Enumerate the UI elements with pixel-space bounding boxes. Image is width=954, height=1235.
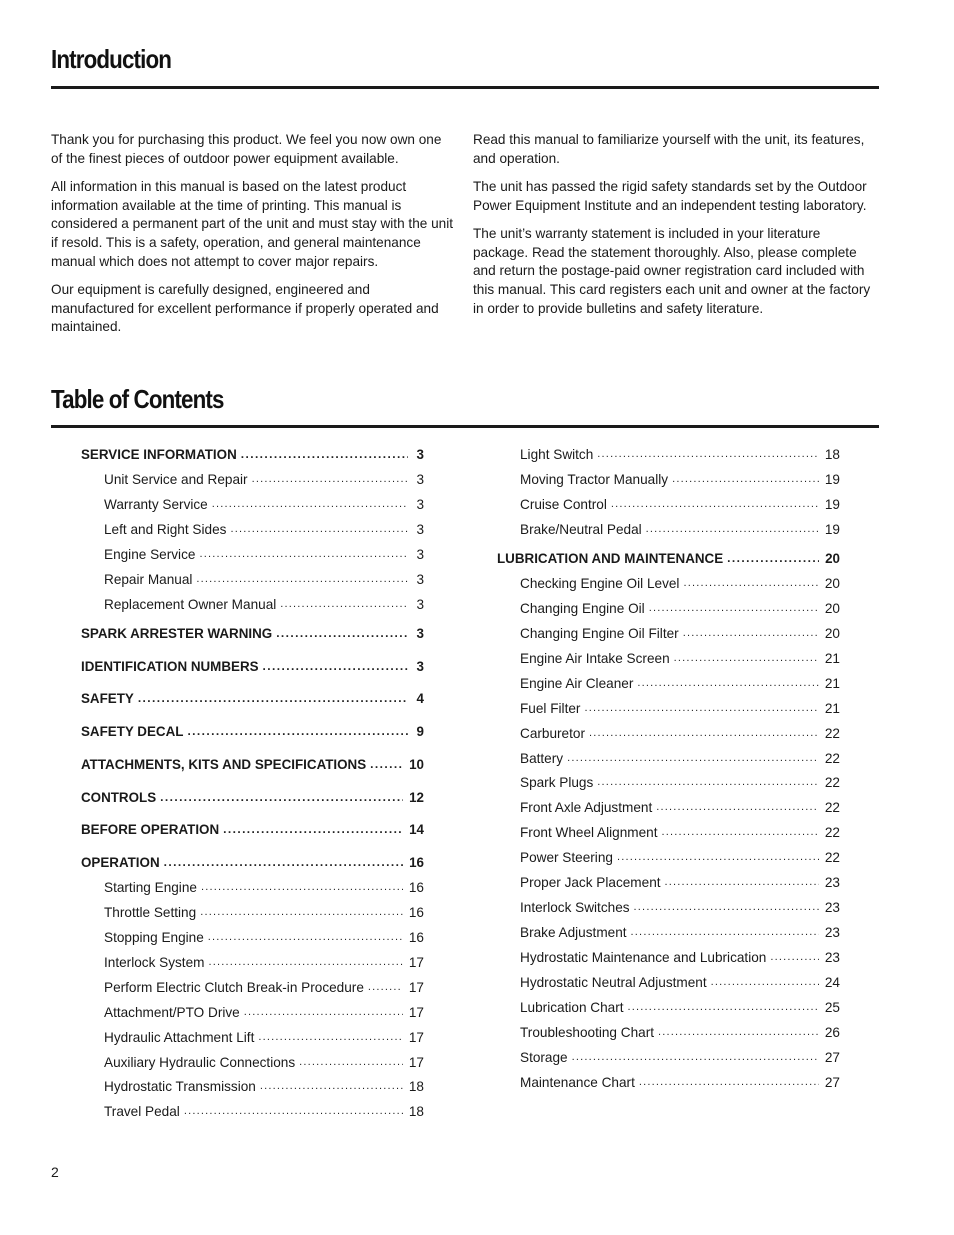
- toc-entry-page: 19: [824, 472, 840, 487]
- toc-rule: [51, 425, 879, 428]
- toc-dot-leader: [252, 471, 408, 487]
- toc-dot-leader: [665, 874, 819, 890]
- toc-section-entry: [81, 785, 424, 805]
- toc-subsection-entry: [520, 646, 840, 666]
- toc-entry-page: 3: [416, 497, 424, 512]
- toc-entry-page: 23: [824, 950, 840, 965]
- toc-subsection-entry: [520, 442, 840, 462]
- toc-dot-leader: [370, 756, 403, 772]
- toc-entry-label: SAFETY: [81, 691, 134, 706]
- toc-subsection-entry: [104, 1074, 424, 1094]
- toc-entry-page: 20: [824, 601, 840, 616]
- intro-paragraph: The unit’s warranty statement is included in your literature package. Read the statement thoroughly. Also, please complete and return the postage-paid owner registration card included with this manual. This card registers each unit and owner at the factory in order to provide bulletins and safety literature.: [473, 225, 871, 316]
- toc-subsection-entry: [104, 467, 424, 487]
- toc-subsection-entry: [520, 596, 840, 616]
- toc-dot-leader: [299, 1054, 403, 1070]
- toc-dot-leader: [280, 596, 408, 612]
- toc-section-entry: [81, 817, 424, 837]
- toc-subsection-entry: [104, 567, 424, 587]
- toc-dot-leader: [368, 979, 403, 995]
- toc-entry-label: Battery: [520, 751, 564, 766]
- toc-entry-page: 3: [416, 447, 424, 462]
- toc-entry-page: 19: [824, 522, 840, 537]
- toc-entry-page: 18: [824, 447, 840, 462]
- toc-dot-leader: [662, 824, 819, 840]
- toc-dot-leader: [656, 799, 819, 815]
- toc-subsection-entry: [520, 746, 840, 766]
- toc-entry-label: Auxiliary Hydraulic Connections: [104, 1055, 296, 1070]
- toc-section-entry: [81, 654, 424, 674]
- toc-entry-label: Starting Engine: [104, 880, 197, 895]
- toc-dot-leader: [199, 546, 408, 562]
- toc-entry-page: 9: [416, 724, 424, 739]
- toc-subsection-entry: [104, 492, 424, 512]
- toc-dot-leader: [160, 789, 403, 805]
- toc-entry-label: Hydrostatic Neutral Adjustment: [520, 975, 707, 990]
- intro-paragraph: The unit has passed the rigid safety standards set by the Outdoor Power Equipment Institute and an independent testing laboratory.: [473, 178, 867, 213]
- toc-dot-leader: [683, 625, 819, 641]
- toc-subsection-entry: [104, 517, 424, 537]
- toc-entry-page: 24: [824, 975, 840, 990]
- toc-dot-leader: [637, 675, 819, 691]
- toc-entry-page: 3: [416, 626, 424, 641]
- toc-entry-page: 14: [409, 822, 424, 837]
- toc-section-entry: [81, 686, 424, 706]
- toc-dot-leader: [244, 1004, 403, 1020]
- toc-dot-leader: [683, 575, 818, 591]
- toc-entry-label: Hydrostatic Maintenance and Lubrication: [520, 950, 767, 965]
- toc-entry-label: Fuel Filter: [520, 701, 581, 716]
- toc-dot-leader: [260, 1078, 403, 1094]
- toc-entry-label: Unit Service and Repair: [104, 472, 248, 487]
- toc-entry-page: 17: [408, 955, 424, 970]
- toc-entry-label: Engine Air Cleaner: [520, 676, 634, 691]
- toc-dot-leader: [208, 954, 402, 970]
- intro-rule: [51, 86, 879, 89]
- toc-entry-label: Hydraulic Attachment Lift: [104, 1030, 255, 1045]
- toc-entry-page: 23: [824, 900, 840, 915]
- toc-entry-label: Power Steering: [520, 850, 613, 865]
- intro-right-column: [473, 131, 877, 328]
- toc-entry-page: 17: [408, 980, 424, 995]
- toc-dot-leader: [223, 821, 403, 837]
- toc-dot-leader: [727, 550, 819, 566]
- toc-section-entry: [81, 442, 424, 462]
- intro-paragraph: All information in this manual is based on the latest product information available at the time of printing. This manual is considered a permanent part of the unit and must stay with the unit if resold. This is a safety, operation, and general maintenance manual which does not attempt to cover major repairs.: [51, 178, 454, 269]
- toc-subsection-entry: [520, 571, 840, 591]
- toc-subsection-entry: [104, 1025, 424, 1045]
- toc-entry-label: Brake Adjustment: [520, 925, 627, 940]
- toc-entry-label: Brake/Neutral Pedal: [520, 522, 642, 537]
- toc-subsection-entry: [520, 970, 840, 990]
- toc-entry-label: Checking Engine Oil Level: [520, 576, 680, 591]
- toc-subsection-entry: [520, 467, 840, 487]
- toc-subsection-entry: [520, 517, 840, 537]
- toc-entry-label: Front Axle Adjustment: [520, 800, 653, 815]
- toc-subsection-entry: [520, 1020, 840, 1040]
- toc-entry-label: SPARK ARRESTER WARNING: [81, 626, 273, 641]
- toc-entry-page: 23: [824, 875, 840, 890]
- toc-entry-label: IDENTIFICATION NUMBERS: [81, 659, 259, 674]
- toc-subsection-entry: [520, 770, 840, 790]
- toc-subsection-entry: [104, 900, 424, 920]
- toc-dot-leader: [241, 446, 408, 462]
- toc-entry-page: 17: [408, 1055, 424, 1070]
- toc-entry-label: Travel Pedal: [104, 1104, 180, 1119]
- toc-dot-leader: [611, 496, 819, 512]
- toc-dot-leader: [672, 471, 819, 487]
- toc-subsection-entry: [520, 795, 840, 815]
- toc-subsection-entry: [520, 995, 840, 1015]
- toc-entry-page: 21: [824, 701, 840, 716]
- toc-subsection-entry: [520, 671, 840, 691]
- toc-entry-label: BEFORE OPERATION: [81, 822, 220, 837]
- toc-subsection-entry: [104, 950, 424, 970]
- toc-entry-label: LUBRICATION AND MAINTENANCE: [497, 551, 724, 566]
- toc-section-entry: [81, 752, 424, 772]
- toc-subsection-entry: [520, 920, 840, 940]
- intro-paragraph: Our equipment is carefully designed, engineered and manufactured for excellent performance if properly operated and maintained.: [51, 281, 439, 335]
- toc-subsection-entry: [104, 1099, 424, 1119]
- toc-entry-page: 16: [408, 905, 424, 920]
- toc-entry-label: SAFETY DECAL: [81, 724, 184, 739]
- toc-subsection-entry: [104, 925, 424, 945]
- toc-section-entry: [81, 719, 424, 739]
- toc-entry-page: 27: [824, 1050, 840, 1065]
- toc-dot-leader: [649, 600, 819, 616]
- intro-paragraph: Read this manual to familiarize yourself with the unit, its features, and operation.: [473, 132, 865, 166]
- toc-subsection-entry: [104, 1050, 424, 1070]
- toc-subsection-entry: [104, 975, 424, 995]
- toc-subsection-entry: [520, 820, 840, 840]
- toc-entry-label: Carburetor: [520, 726, 585, 741]
- toc-entry-label: Front Wheel Alignment: [520, 825, 658, 840]
- toc-entry-page: 12: [409, 790, 424, 805]
- toc-entry-page: 23: [824, 925, 840, 940]
- toc-dot-leader: [634, 899, 819, 915]
- toc-subsection-entry: [520, 1070, 840, 1090]
- toc-dot-leader: [711, 974, 819, 990]
- toc-subsection-entry: [520, 492, 840, 512]
- toc-entry-page: 20: [825, 551, 840, 566]
- toc-entry-page: 16: [409, 855, 424, 870]
- toc-entry-label: Light Switch: [520, 447, 594, 462]
- toc-subsection-entry: [520, 845, 840, 865]
- toc-entry-label: Left and Right Sides: [104, 522, 227, 537]
- toc-entry-label: Warranty Service: [104, 497, 208, 512]
- toc-dot-leader: [230, 521, 408, 537]
- toc-dot-leader: [584, 700, 818, 716]
- toc-entry-page: 16: [408, 930, 424, 945]
- toc-entry-page: 27: [824, 1075, 840, 1090]
- toc-entry-page: 17: [408, 1005, 424, 1020]
- toc-entry-page: 22: [824, 775, 840, 790]
- toc-entry-label: Repair Manual: [104, 572, 193, 587]
- toc-dot-leader: [658, 1024, 819, 1040]
- toc-dot-leader: [200, 904, 403, 920]
- toc-dot-leader: [770, 949, 819, 965]
- toc-subsection-entry: [104, 1000, 424, 1020]
- toc-dot-leader: [567, 750, 819, 766]
- toc-entry-page: 3: [416, 572, 424, 587]
- toc-entry-page: 3: [416, 522, 424, 537]
- toc-entry-page: 17: [408, 1030, 424, 1045]
- toc-entry-page: 22: [824, 726, 840, 741]
- toc-entry-page: 22: [824, 850, 840, 865]
- toc-entry-page: 3: [416, 597, 424, 612]
- toc-dot-leader: [184, 1103, 403, 1119]
- toc-entry-label: Lubrication Chart: [520, 1000, 624, 1015]
- toc-entry-label: Engine Air Intake Screen: [520, 651, 670, 666]
- toc-entry-page: 3: [416, 472, 424, 487]
- toc-dot-leader: [201, 879, 403, 895]
- toc-dot-leader: [263, 658, 408, 674]
- toc-entry-label: Engine Service: [104, 547, 196, 562]
- toc-entry-page: 4: [416, 691, 424, 706]
- toc-entry-page: 21: [824, 651, 840, 666]
- toc-dot-leader: [617, 849, 819, 865]
- toc-dot-leader: [164, 854, 403, 870]
- toc-dot-leader: [276, 625, 408, 641]
- toc-entry-label: Interlock Switches: [520, 900, 630, 915]
- toc-entry-label: Proper Jack Placement: [520, 875, 661, 890]
- toc-entry-page: 20: [824, 576, 840, 591]
- toc-entry-page: 16: [408, 880, 424, 895]
- toc-entry-label: Storage: [520, 1050, 568, 1065]
- toc-dot-leader: [646, 521, 819, 537]
- toc-subsection-entry: [520, 696, 840, 716]
- toc-dot-leader: [196, 571, 408, 587]
- toc-heading: Table of Contents: [51, 384, 224, 414]
- toc-entry-label: Stopping Engine: [104, 930, 204, 945]
- toc-dot-leader: [674, 650, 819, 666]
- toc-entry-label: Changing Engine Oil: [520, 601, 645, 616]
- toc-entry-page: 18: [408, 1104, 424, 1119]
- toc-dot-leader: [589, 725, 819, 741]
- toc-entry-page: 25: [824, 1000, 840, 1015]
- toc-dot-leader: [258, 1029, 403, 1045]
- toc-entry-label: Perform Electric Clutch Break-in Procedure: [104, 980, 364, 995]
- page-number: 2: [51, 1164, 59, 1180]
- toc-dot-leader: [187, 723, 408, 739]
- toc-entry-label: SERVICE INFORMATION: [81, 447, 237, 462]
- toc-subsection-entry: [104, 592, 424, 612]
- toc-subsection-entry: [520, 895, 840, 915]
- toc-entry-page: 3: [416, 547, 424, 562]
- toc-entry-label: Troubleshooting Chart: [520, 1025, 654, 1040]
- toc-dot-leader: [631, 924, 819, 940]
- toc-dot-leader: [212, 496, 408, 512]
- intro-left-column: [51, 131, 455, 347]
- toc-dot-leader: [639, 1074, 819, 1090]
- toc-entry-page: 19: [824, 497, 840, 512]
- toc-entry-label: ATTACHMENTS, KITS AND SPECIFICATIONS: [81, 757, 367, 772]
- toc-subsection-entry: [520, 870, 840, 890]
- intro-paragraph: Thank you for purchasing this product. We feel you now own one of the finest pieces of outdoor power equipment available.: [51, 132, 442, 166]
- toc-entry-label: Replacement Owner Manual: [104, 597, 277, 612]
- toc-subsection-entry: [520, 945, 840, 965]
- toc-entry-label: Hydrostatic Transmission: [104, 1079, 256, 1094]
- toc-subsection-entry: [520, 1045, 840, 1065]
- toc-entry-label: CONTROLS: [81, 790, 157, 805]
- intro-heading: Introduction: [51, 44, 172, 74]
- toc-dot-leader: [597, 774, 819, 790]
- toc-entry-page: 3: [416, 659, 424, 674]
- toc-section-entry: [81, 850, 424, 870]
- toc-subsection-entry: [520, 621, 840, 641]
- toc-entry-page: 20: [824, 626, 840, 641]
- toc-dot-leader: [597, 446, 819, 462]
- toc-dot-leader: [628, 999, 819, 1015]
- toc-entry-label: Attachment/PTO Drive: [104, 1005, 240, 1020]
- toc-entry-page: 21: [824, 676, 840, 691]
- toc-entry-label: Changing Engine Oil Filter: [520, 626, 679, 641]
- toc-entry-label: Interlock System: [104, 955, 205, 970]
- toc-entry-page: 10: [409, 757, 424, 772]
- toc-entry-label: OPERATION: [81, 855, 160, 870]
- toc-dot-leader: [138, 690, 408, 706]
- toc-entry-page: 26: [824, 1025, 840, 1040]
- toc-section-entry: [497, 546, 840, 566]
- toc-entry-label: Spark Plugs: [520, 775, 594, 790]
- toc-entry-label: Cruise Control: [520, 497, 607, 512]
- toc-subsection-entry: [520, 721, 840, 741]
- toc-dot-leader: [208, 929, 403, 945]
- toc-entry-page: 22: [824, 825, 840, 840]
- toc-entry-page: 22: [824, 800, 840, 815]
- toc-entry-label: Maintenance Chart: [520, 1075, 635, 1090]
- toc-subsection-entry: [104, 875, 424, 895]
- toc-entry-page: 22: [824, 751, 840, 766]
- toc-entry-label: Moving Tractor Manually: [520, 472, 669, 487]
- toc-dot-leader: [572, 1049, 819, 1065]
- toc-entry-page: 18: [408, 1079, 424, 1094]
- toc-subsection-entry: [104, 542, 424, 562]
- toc-entry-label: Throttle Setting: [104, 905, 197, 920]
- toc-section-entry: [81, 621, 424, 641]
